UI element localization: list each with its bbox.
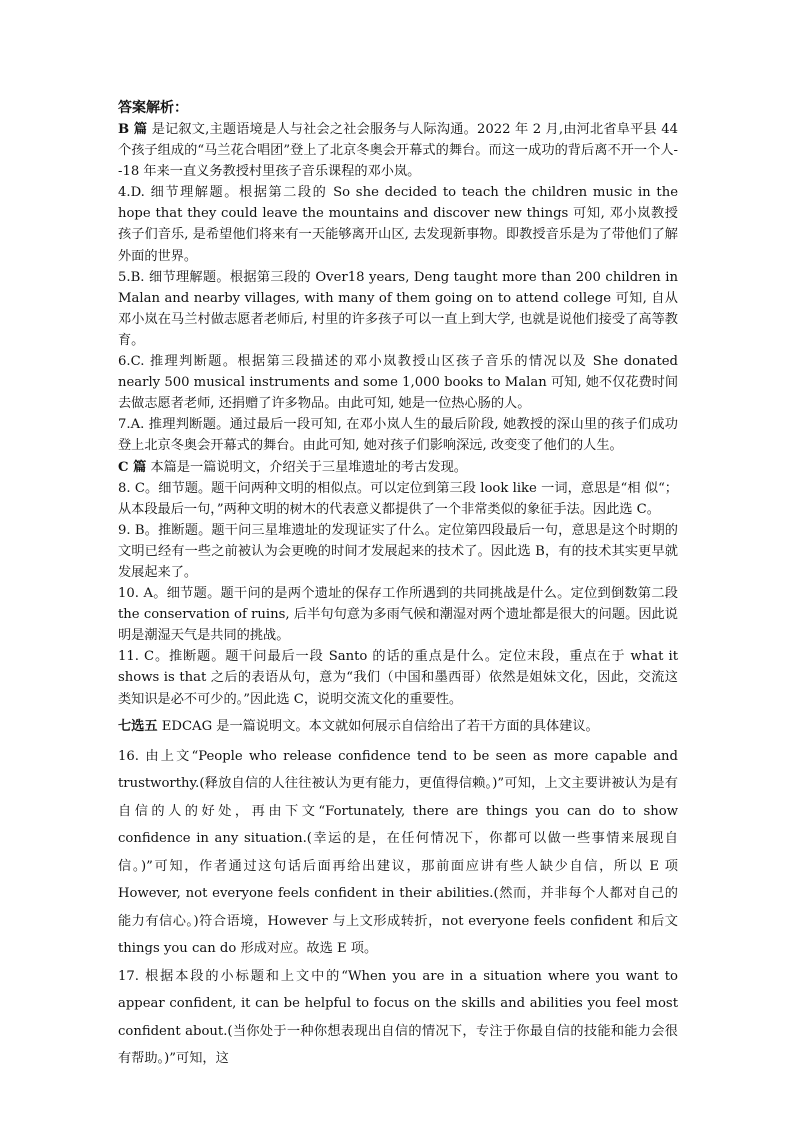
section-c-intro-text: 本篇是一篇说明文，介绍关于三星堆遗址的考古发现。 <box>150 459 467 475</box>
document-page <box>118 98 678 1073</box>
section-qxw-label: 七选五 <box>118 718 158 734</box>
answer-5: 5.B. 细节理解题。根据第三段的 Over18 years, Deng taught more than 200 children in Malan and nearby villages, with many of them going on to attend college 可知, 自从邓小岚在马兰村做志愿者老师后, 村里的许多孩子可以一直上到大学, 也就是说他们接受了高等教育。 <box>118 269 678 348</box>
answer-9: 9. B。推断题。题干问三星堆遗址的发现证实了什么。定位第四段最后一句，意思是这个时期的文明已经有一些之前被认为会更晚的时间才发展起来的技术了。因此选 B，有的技术其实更早就发展起来了。 <box>118 522 678 580</box>
section-qxw-intro <box>118 716 678 737</box>
section-c-label: C 篇 <box>118 459 147 475</box>
answer-16: 16. 由上文“People who release confidence tend to be seen as more capable and trustworthy.(释放自信的人往往被认为更有能力，更值得信赖。)”可知，上文主要讲被认为是有自信的人的好处，再由下文“Fortunately, there are things you can do to show confidence in any situation.(幸运的是，在任何情况下，你都可以做一些事情来展现自信。)”可知，作者通过这句话后面再给出建议，那前面应讲有些人缺少自信，所以 E 项 However, not everyone feels confident in their abilities.(然而，并非每个人都对自己的能力有信心。)符合语境，However 与上文形成转折，not everyone feels confident 和后文 things you can do 形成对应。故选 E 项。 <box>118 748 678 957</box>
section-b-intro-text: 是记叙文,主题语境是人与社会之社会服务与人际沟通。2022 年 2 月,由河北省阜平县 44 个孩子组成的“马兰花合唱团”登上了北京冬奥会开幕式的舞台。而这一成功的背后离不开一个人--18 年来一直义务教授村里孩子音乐课程的邓小岚。 <box>118 122 678 180</box>
answer-7: 7.A. 推理判断题。通过最后一段可知, 在邓小岚人生的最后阶段, 她教授的深山里的孩子们成功登上北京冬奥会开幕式的舞台。由此可知, 她对孩子们影响深远, 改变变了他们的人生。 <box>118 417 678 454</box>
section-b-label: B 篇 <box>118 122 148 137</box>
answer-17: 17. 根据本段的小标题和上文中的“When you are in a situation where you want to appear confident, it can be helpful to focus on the skills and abilities you feel most confident about.(当你处于一种你想表现出自信的情况下，专注于你最自信的技能和能力会很有帮助。)”可知，这 <box>118 968 678 1067</box>
answer-6: 6.C. 推理判断题。根据第三段描述的邓小岚教授山区孩子音乐的情况以及 She donated nearly 500 musical instruments and some 1,000 books to Malan 可知, 她不仅花费时间去做志愿者老师, 还捐赠了许多物品。由此可知, 她是一位热心肠的人。 <box>118 354 679 412</box>
answer-4: 4.D. 细节理解题。根据第二段的 So she decided to teach the children music in the hope that they could leave the mountains and discover new things 可知, 邓小岚教授孩子们音乐, 是希望他们将来有一天能够离开山区, 去发现新事物。即教授音乐是为了带他们了解外面的世界。 <box>118 185 678 264</box>
answer-8: 8. C。细节题。题干问两种文明的相似点。可以定位到第三段 look like 一词，意思是“相 似“；从本段最后一句，”两种文明的树木的代表意义都提供了一个非常类似的象征手法。因此选 C。 <box>118 480 678 517</box>
answer-11: 11. C。推断题。题干问最后一段 Santo 的话的重点是什么。定位末段，重点在于 what it shows is that 之后的表语从句，意为“我们（中国和墨西哥）依然是姐妹文化，因此，交流这类知识是必不可少的。”因此选 C，说明交流文化的重要性。 <box>118 649 678 707</box>
answer-10: 10. A。细节题。题干问的是两个遗址的保存工作所遇到的共同挑战是什么。定位到倒数第二段 the conservation of ruins, 后半句句意为多雨气候和潮湿对两个遗址都是很大的问题。因此说明是潮湿天气是共同的挑战。 <box>118 586 678 644</box>
page-title: 答案解析： <box>118 100 188 116</box>
section-c-intro <box>118 457 678 478</box>
section-b-intro <box>118 119 678 182</box>
section-qxw-intro-text: EDCAG 是一篇说明文。本文就如何展示自信给出了若干方面的具体建议。 <box>161 718 599 734</box>
